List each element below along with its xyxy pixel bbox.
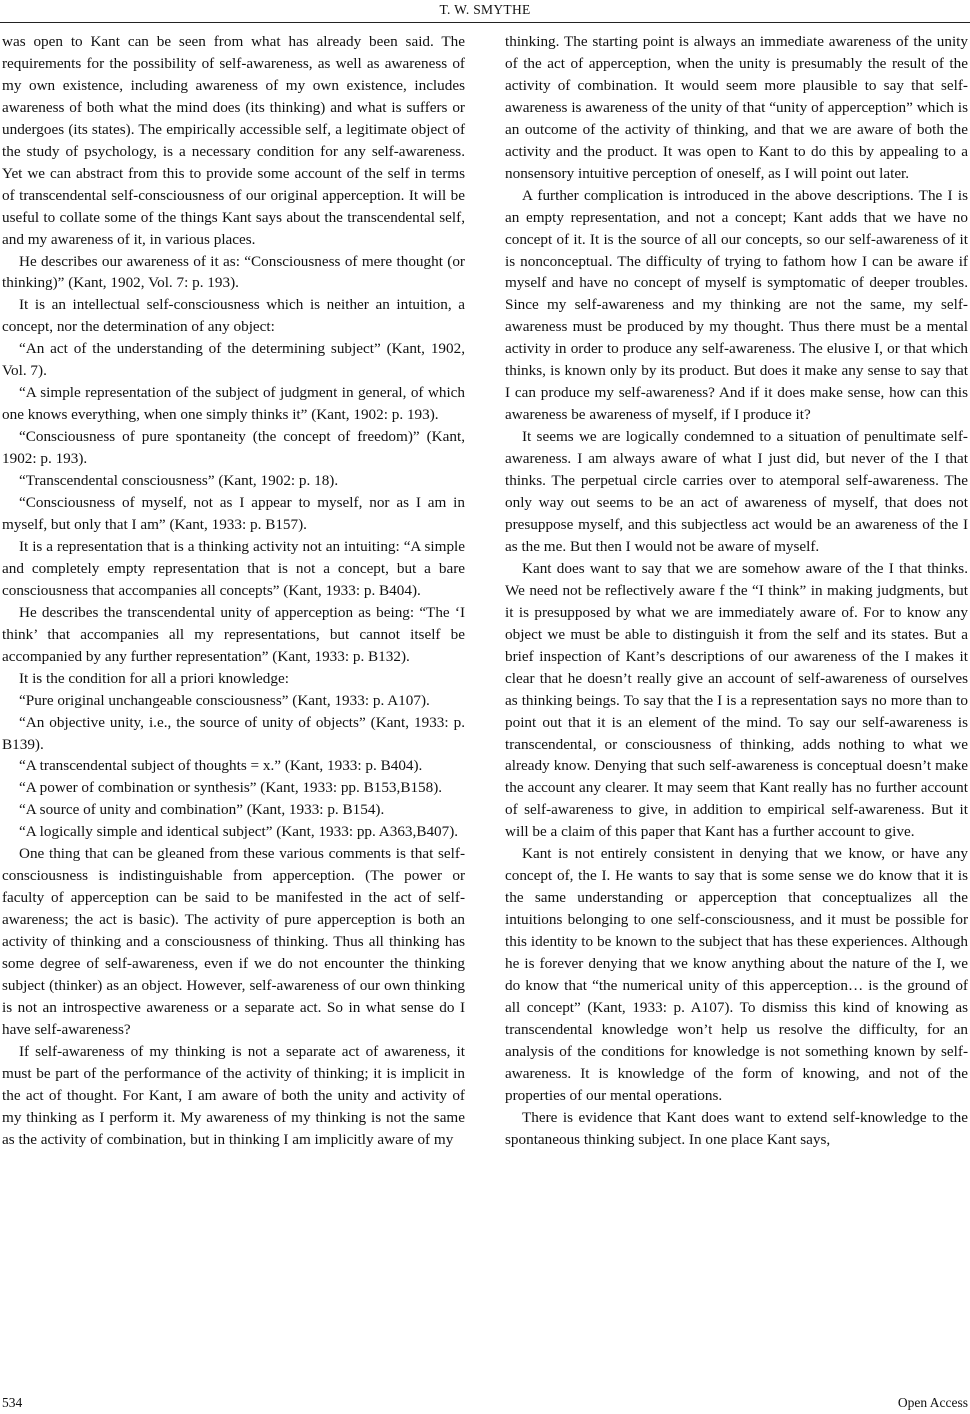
paragraph: thinking. The starting point is always an immediate awareness of the unity of the act of apperception, when the unity is presumably the result of the activity of combination. It would seem more plausible to say that self-awareness is awareness of the unity of that “unity of apperception” which is an outcome of the activity of thinking, and that we are aware of both the activity and the product. It was open to Kant to do this by appealing to a nonsensory intuitive perception of oneself, as I will point out later. (505, 33, 968, 182)
header-divider (0, 22, 970, 23)
running-header: T. W. SMYTHE (439, 2, 531, 17)
quote: “A source of unity and combination” (Kant, 1933: p. B154). (19, 801, 385, 819)
paragraph: He describes the transcendental unity of apperception as being: “The ‘I think’ that accompanies all my representations, but cannot itself be accompanied by any further representation” (Kant, 1933: p. B132). (2, 603, 465, 665)
paragraph: If self-awareness of my thinking is not a separate act of awareness, it must be part of the performance of the activity of thinking; it is implicit in the act of thought. For Kant, I am aware of both the unity and activity of my thinking as I perform it. My awareness of my thinking is not the same as the activity of combination, but in thinking I am implicitly aware of my (2, 1042, 465, 1148)
quote: “Consciousness of pure spontaneity (the concept of freedom)” (Kant, 1902: p. 193). (2, 428, 465, 468)
quote: “Consciousness of myself, not as I appear to myself, nor as I am in myself, but only that I am” (Kant, 1933: p. B157). (2, 494, 465, 533)
quote: “A logically simple and identical subject” (Kant, 1933: pp. A363,B407). (19, 823, 459, 841)
quote: “An act of the understanding of the determining subject” (Kant, 1902, Vol. 7). (2, 340, 465, 380)
right-column (505, 31, 968, 1151)
paragraph: One thing that can be gleaned from these various comments is that self-consciousness is indistinguishable from apperception. (The power or faculty of apperception can be said to be manifested in the act of self-awareness; the act is basic). The activity of pure apperception is both an activity of thinking and a consciousness of thinking. Thus all thinking has some degree of self-awareness, even if we do not encounter the thinking subject (thinker) as an object. However, self-awareness of our own thinking is not an introspective awareness or a separate act. So in what sense do I have self-awareness? (2, 845, 465, 1038)
paragraph: It is the condition for all a priori knowledge: (19, 669, 289, 687)
paragraph: Kant is not entirely consistent in denying that we know, or have any concept of, the I. He wants to say that is some sense we do know that it is the same understanding or apperception that conceptualizes all the intuitions belonging to one self-consciousness, and it must be possible for this identity to be known to the subject that has these experiences. Although he is forever denying that we know anything about the nature of the I, we do know that “the numerical unity of this apperception… is the ground of all concept” (Kant, 1933: p. A107). To dismiss this kind of knowing as transcendental knowledge won’t help us resolve the difficulty, for an analysis of the conditions for knowledge is not something known by self-awareness. It is knowledge of the form of knowing, and not of the properties of our mental operations. (505, 845, 968, 1104)
left-column (2, 31, 465, 1151)
paragraph: It is a representation that is a thinking activity not an intuiting: “A simple and completely empty representation that is not a concept, but a bare consciousness that accompanies all concepts” (Kant, 1933: p. B404). (2, 537, 465, 599)
quote: “An objective unity, i.e., the source of unity of objects” (Kant, 1933: p. B139). (2, 713, 465, 753)
open-access-label: Open Access (897, 1395, 968, 1410)
paragraph: There is evidence that Kant does want to extend self-knowledge to the spontaneous thinking subject. In one place Kant says, (505, 1108, 968, 1148)
paragraph: was open to Kant can be seen from what has already been said. The requirements for the possibility of self-awareness, as well as awareness of my own existence, including awareness of my own existence, includes awareness of both what the mind does (its thinking) and what is suffers or undergoes (its states). The empirically accessible self, a legitimate object of the study of psychology, is a necessary condition for any self-awareness. Yet we can abstract from this to provide some account of the self in terms of transcendental self-consciousness of our original apperception. It will be useful to collate some of the things Kant says about the transcendental self, and my awareness of it, in various places. (2, 33, 465, 248)
quote: “A transcendental subject of thoughts = x.” (Kant, 1933: p. B404). (19, 757, 423, 775)
quote: “Transcendental consciousness” (Kant, 1902: p. 18). (19, 472, 339, 490)
quote: “Pure original unchangeable consciousness” (Kant, 1933: p. A107). (19, 691, 430, 709)
paragraph: A further complication is introduced in the above descriptions. The I is an empty representation, and not a concept; Kant adds that we have no concept of it. It is the source of all our concepts, so our self-awareness of it is nonconceptual. The difficulty of trying to fathom how I can be aware if myself and have no concept of myself is symptomatic of deeper troubles. Since my self-awareness and my thinking are not the same, my self-awareness must be produced by my thought. Thus there must be a mental activity in order to produce any self-awareness. The elusive I, or that which thinks, is known only by its product. But does it make any sense to say that I can produce my self-awareness? And if it does make sense, how can this awareness be awareness of myself, if I produce it? (505, 186, 968, 424)
quote: “A power of combination or synthesis” (Kant, 1933: pp. B153,B158). (19, 779, 443, 797)
quote: “A simple representation of the subject of judgment in general, of which one knows everything, when one simply thinks it” (Kant, 1902: p. 193). (2, 384, 465, 424)
paragraph: He describes our awareness of it as: “Consciousness of mere thought (or thinking)” (Kant, 1902, Vol. 7: p. 193). (2, 252, 465, 292)
paragraph: It seems we are logically condemned to a situation of penultimate self-awareness. I am always aware of what I just did, but never of the I that thinks. The perpetual circle carries over to atemporal self-awareness. The only way out seems to be an act of awareness of myself, that does not presuppose myself, and this subjectless act would be an awareness of the I as the me. But then I would not be aware of myself. (505, 428, 968, 555)
paragraph: It is an intellectual self-consciousness which is neither an intuition, a concept, nor the determination of any object: (2, 296, 465, 336)
page-number: 534 (2, 1395, 23, 1410)
paragraph: Kant does want to say that we are somehow aware of the I that thinks. We need not be reflectively aware f the “I think” in making judgments, but it is presupposed by what we are immediately aware of. For to know any object we must be able to distinguish it from the self and its states. But a brief inspection of Kant’s descriptions of our awareness of the I makes it clear that he doesn’t really give an account of self-awareness of ourselves as thinking beings. To say that the I is a representation says no more than to point out that it is an element of the mind. To say our self-awareness is transcendental, or consciousness of thinking, adds nothing to what we already know. Denying that such self-awareness is conceptual doesn’t make the account any clearer. It may seem that Kant really has no further account of self-awareness to give, in addition to empirical self-awareness. But it will be a claim of this paper that Kant has a further account to give. (505, 559, 968, 841)
